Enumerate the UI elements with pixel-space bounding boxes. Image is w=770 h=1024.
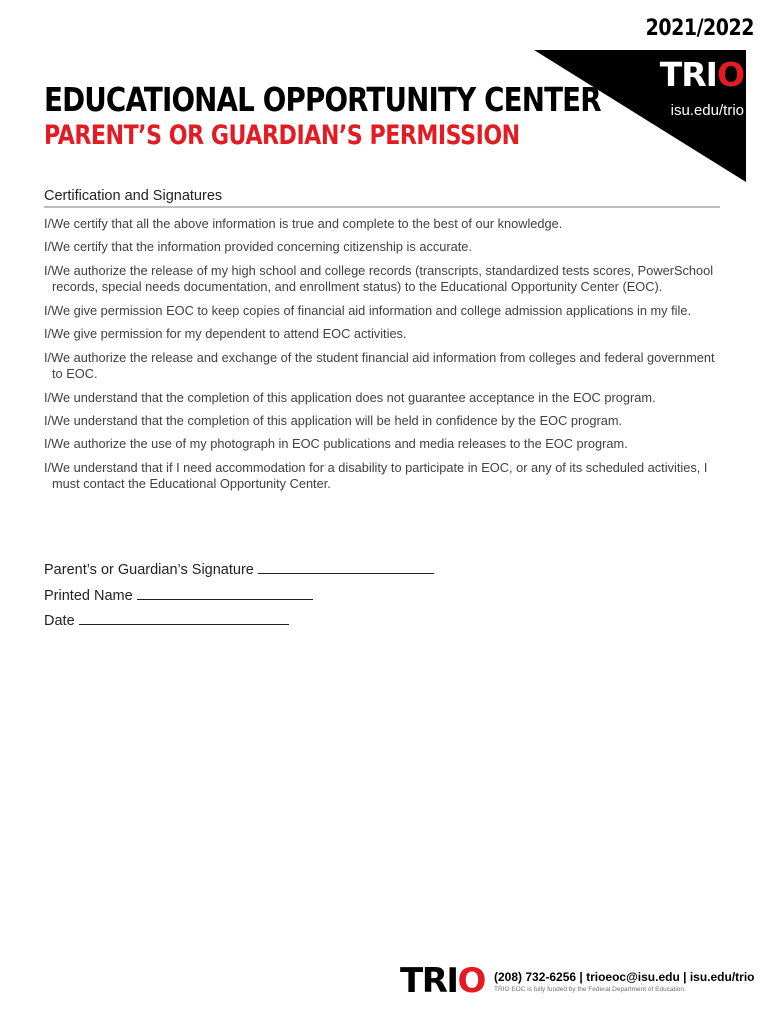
trio-logo: TRIO: [659, 55, 744, 94]
section-divider: [44, 206, 720, 208]
section-heading: Certification and Signatures: [44, 188, 223, 204]
form-title: PARENT’S OR GUARDIAN’S PERMISSION: [44, 120, 520, 151]
certification-statement: I/We understand that the completion of this application will be held in confidence by the EOC program.: [44, 412, 623, 428]
signature-block: [44, 561, 434, 638]
certification-statement: I/We certify that all the above information is true and complete to the best of our knowledge.: [44, 216, 563, 231]
certification-statement: I/We give permission EOC to keep copies of financial aid information and college admission applications in my file.: [44, 302, 692, 318]
certification-statement: I/We give permission for my dependent to attend EOC activities.: [44, 326, 407, 342]
date-row: [44, 612, 434, 629]
year-label: 2021/2022: [645, 16, 754, 41]
signature-row: [44, 561, 434, 578]
footer-trio-logo: TRIO: [400, 961, 485, 1001]
certification-statement: I/We understand that if I need accommodation for a disability to participate in EOC, or any of its scheduled activities, I must contact the Educational Opportunity Center.: [44, 459, 708, 492]
printed-name-field[interactable]: [137, 587, 313, 600]
certification-statement: I/We understand that the completion of this application does not guarantee acceptance in the EOC program.: [44, 389, 656, 405]
footer-contact: (208) 732-6256 | trioeoc@isu.edu | isu.edu/trio: [494, 970, 755, 984]
date-label: Date: [44, 613, 75, 629]
org-title: EDUCATIONAL OPPORTUNITY CENTER: [44, 80, 601, 119]
certification-statement: I/We authorize the release and exchange of the student financial aid information from colleges and federal government to EOC.: [44, 349, 715, 382]
trio-website[interactable]: isu.edu/trio: [670, 102, 744, 119]
certification-statement: I/We certify that the information provided concerning citizenship is accurate.: [44, 239, 472, 255]
footer-funding-note: TRIO EOC is fully funded by the Federal Department of Education.: [494, 986, 686, 993]
signature-field[interactable]: [258, 561, 434, 574]
certification-list: [44, 216, 720, 500]
date-field[interactable]: [79, 612, 289, 625]
printed-name-label: Printed Name: [44, 587, 133, 604]
certification-statement: I/We authorize the release of my high school and college records (transcripts, standardized tests scores, PowerSchool records, special needs documentation, and enrollment status) to the Educational Opportunity Center (EOC).: [44, 262, 714, 295]
signature-label: Parent’s or Guardian’s Signature: [44, 562, 254, 578]
printed-name-row: [44, 587, 434, 604]
certification-statement: I/We authorize the use of my photograph in EOC publications and media releases to the EOC program.: [44, 436, 628, 452]
